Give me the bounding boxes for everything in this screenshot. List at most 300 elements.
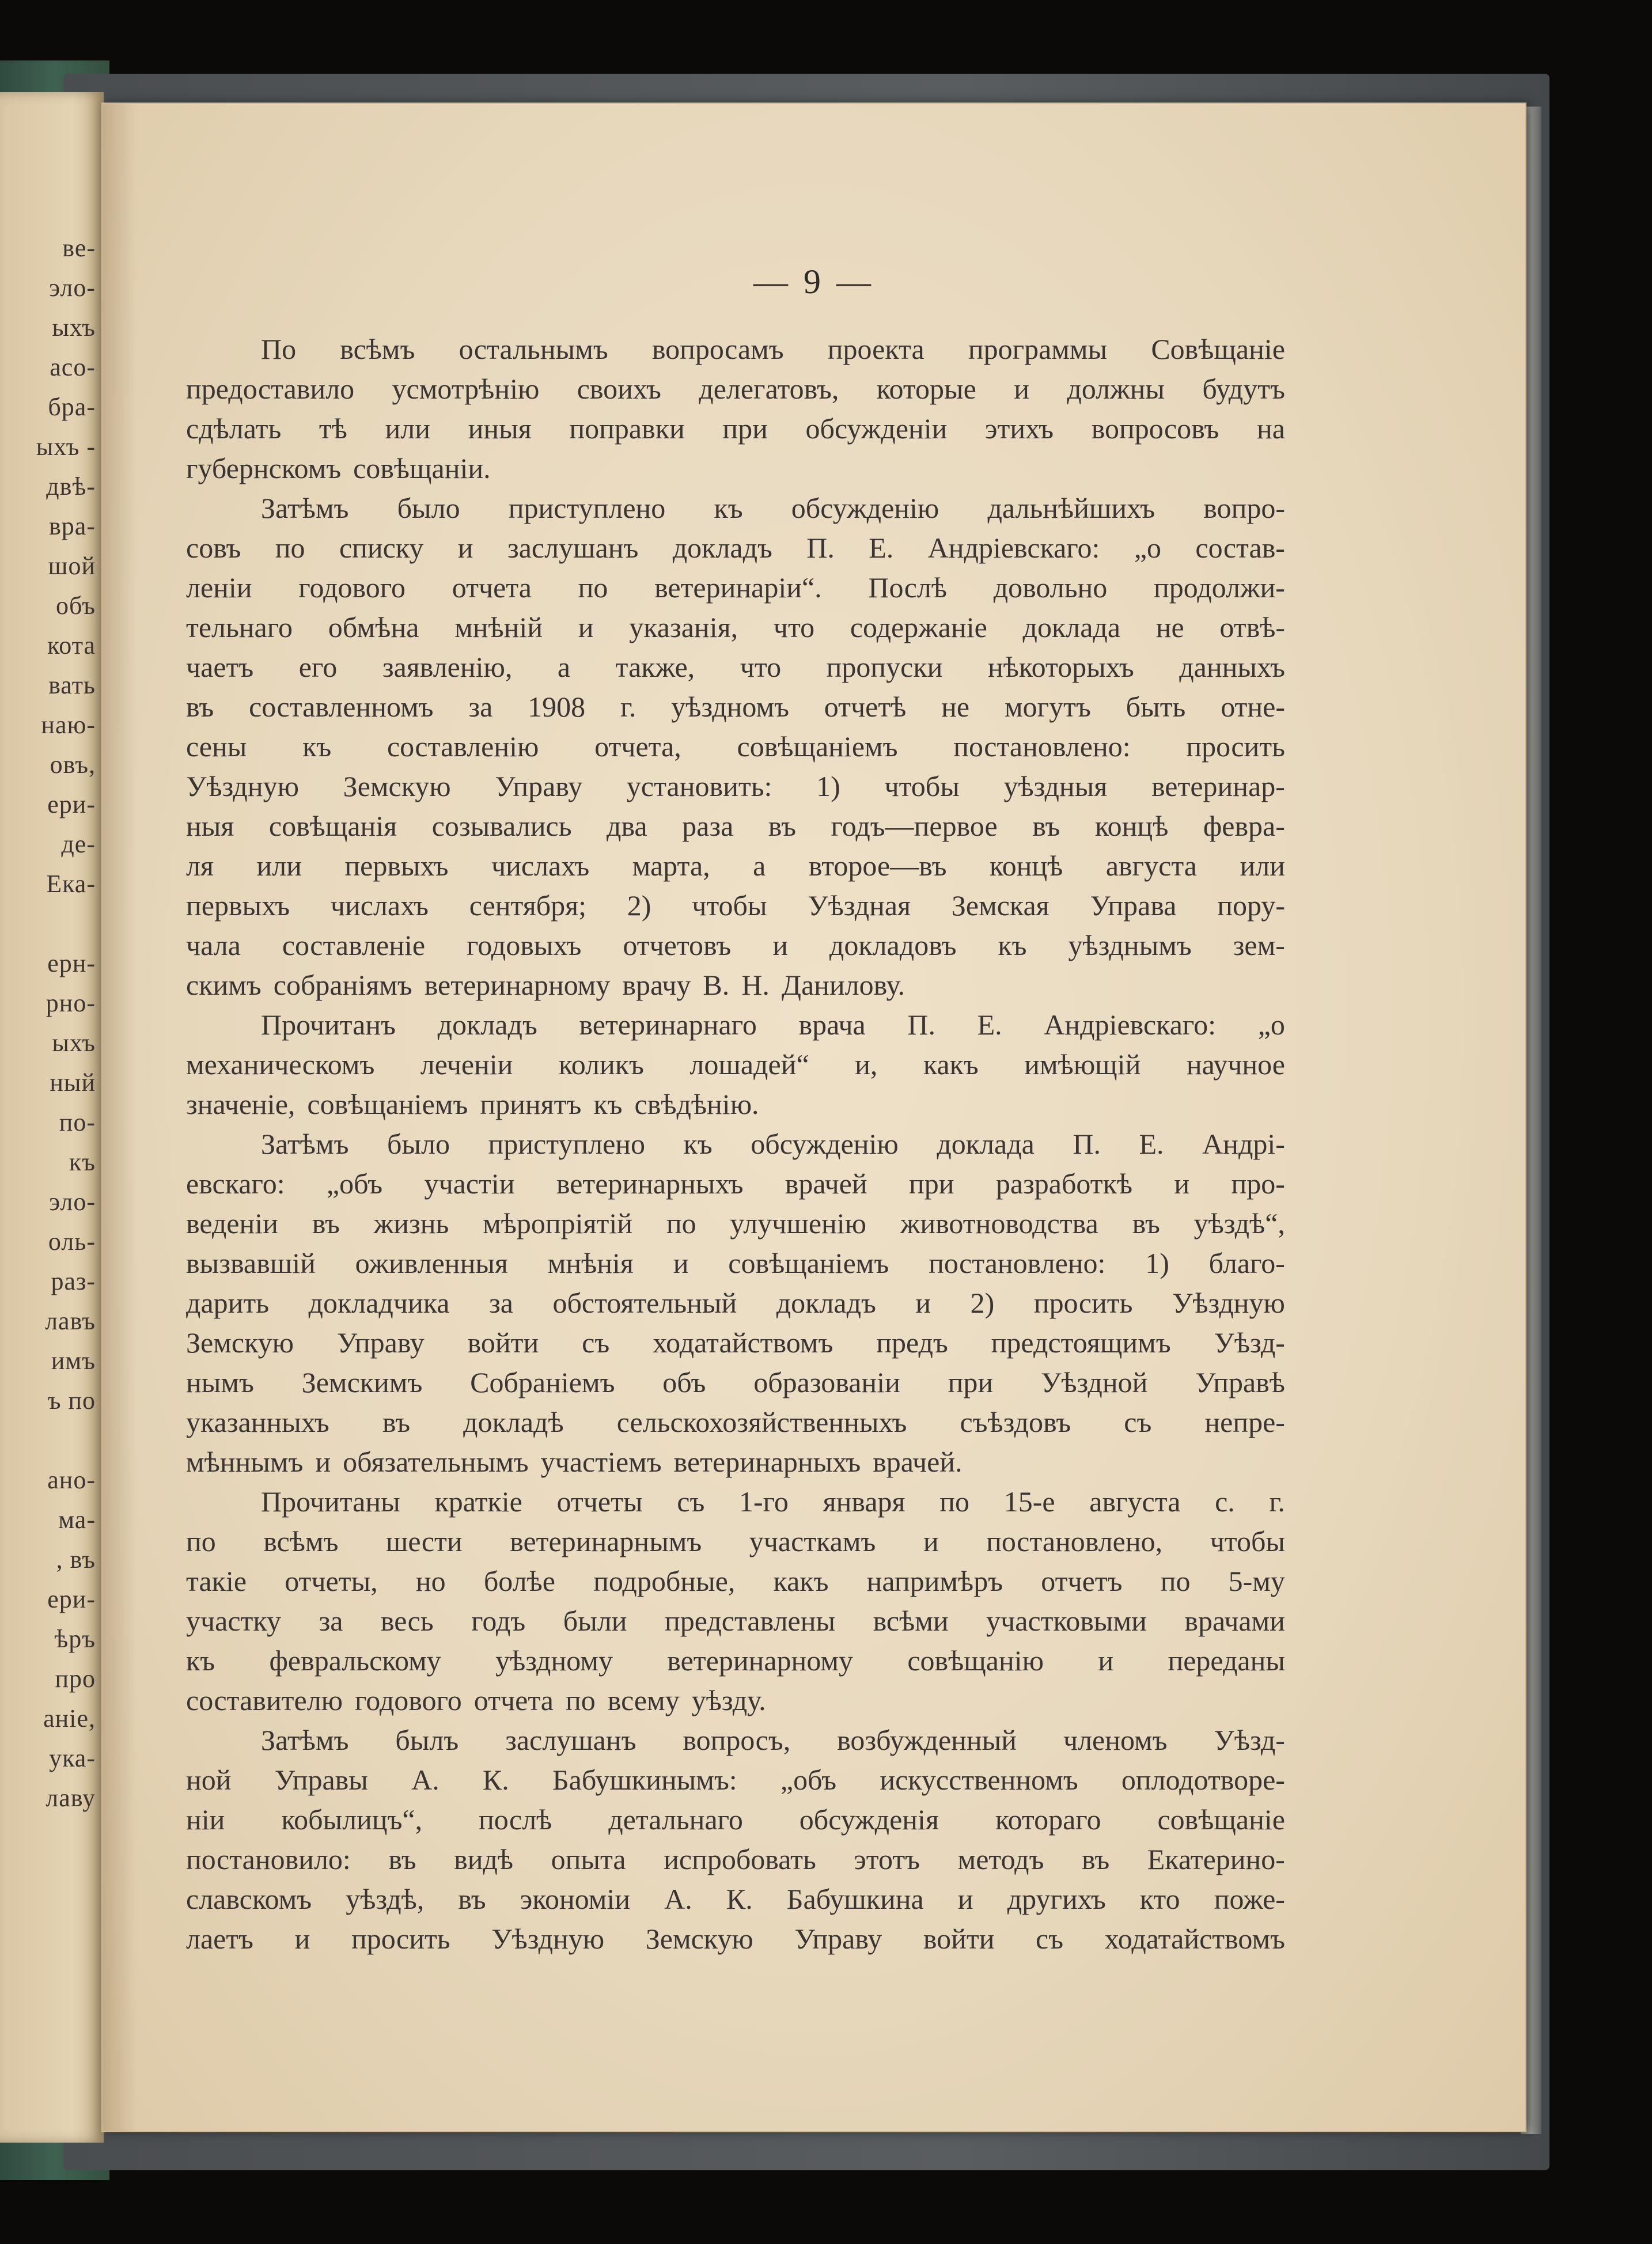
left-page-text-fragment: лаву bbox=[46, 1784, 96, 1812]
word: отне- bbox=[1221, 691, 1285, 723]
word: экономіи bbox=[520, 1883, 631, 1915]
word: ветеринарнымъ bbox=[510, 1525, 702, 1557]
word: данныхъ bbox=[1179, 651, 1285, 683]
word: составленію bbox=[387, 730, 539, 763]
word: 1908 bbox=[528, 691, 586, 723]
text-line bbox=[186, 965, 1285, 1005]
word: вопросамъ bbox=[651, 333, 784, 365]
word: мѣннымъ bbox=[186, 1446, 304, 1478]
text-line bbox=[186, 1561, 1285, 1601]
word: искусственномъ bbox=[880, 1764, 1078, 1796]
word: къ bbox=[998, 929, 1027, 961]
left-page-text-fragment: аніе, bbox=[43, 1704, 96, 1733]
text-line bbox=[186, 1402, 1285, 1442]
left-page-text-fragment: ыхъ - bbox=[36, 433, 96, 461]
word: чала bbox=[186, 929, 241, 961]
word: годовыхъ bbox=[466, 929, 582, 961]
word: докладъ bbox=[437, 1009, 537, 1041]
word: и bbox=[1098, 1644, 1114, 1677]
word: лаетъ bbox=[186, 1923, 254, 1955]
left-page-text-fragment: вра- bbox=[49, 512, 96, 540]
word: Собраніемъ bbox=[470, 1366, 615, 1398]
word: уѣздномъ bbox=[671, 691, 789, 723]
word: а bbox=[557, 651, 571, 683]
word: состав- bbox=[1195, 532, 1285, 564]
word: нѣкоторыхъ bbox=[987, 651, 1134, 683]
word: К. bbox=[482, 1764, 509, 1796]
word: программы bbox=[968, 333, 1108, 365]
word: войти bbox=[467, 1326, 539, 1359]
word: тельнаго bbox=[186, 611, 293, 643]
word: пору- bbox=[1217, 889, 1285, 922]
word: по bbox=[186, 1525, 216, 1557]
word: и bbox=[315, 1446, 331, 1478]
word: уѣзднымъ bbox=[1068, 929, 1192, 961]
word: что bbox=[740, 651, 782, 683]
word: къ bbox=[593, 1088, 623, 1120]
left-page-text-fragment: рно- bbox=[46, 989, 96, 1017]
word: какъ bbox=[923, 1048, 979, 1081]
word: февра- bbox=[1203, 810, 1285, 842]
word: по bbox=[939, 1485, 969, 1518]
word: совѣщанію bbox=[907, 1644, 1044, 1677]
left-page-text-fragment: ыхъ bbox=[52, 313, 96, 342]
text-line bbox=[186, 409, 1285, 449]
left-page-text-fragment: двѣ- bbox=[46, 472, 96, 501]
left-page-text-fragment: кота bbox=[47, 631, 96, 659]
text-line bbox=[186, 369, 1285, 409]
word: обстоятельный bbox=[552, 1287, 737, 1319]
word: славскомъ bbox=[186, 1883, 312, 1915]
word: сентября; bbox=[469, 889, 587, 922]
word: животноводства bbox=[900, 1207, 1098, 1239]
word: и bbox=[1014, 373, 1029, 405]
word: кто bbox=[1139, 1883, 1180, 1915]
left-page-text-fragment: ерн- bbox=[47, 949, 96, 977]
word: ходатайствомъ bbox=[653, 1326, 833, 1359]
word: доклада bbox=[937, 1128, 1035, 1160]
word: предъ bbox=[876, 1326, 948, 1359]
word: послѣ bbox=[479, 1803, 552, 1836]
left-page-text-fragment: ука- bbox=[49, 1744, 96, 1772]
word: подробные, bbox=[593, 1565, 736, 1597]
word: принятъ bbox=[480, 1088, 582, 1120]
word: уѣздѣ“, bbox=[1193, 1207, 1285, 1239]
word: не bbox=[941, 691, 970, 723]
word: веденіи bbox=[186, 1207, 278, 1239]
word: за bbox=[489, 1287, 513, 1319]
word: Е. bbox=[977, 1009, 1002, 1041]
word: 2) bbox=[970, 1287, 995, 1319]
word: чтобы bbox=[884, 770, 960, 802]
word: войти bbox=[923, 1923, 995, 1955]
left-page-text-fragment: наю- bbox=[41, 711, 96, 739]
word: мѣропріятій bbox=[483, 1207, 633, 1239]
word: вызвавшій bbox=[186, 1247, 316, 1279]
text-line bbox=[186, 1720, 1285, 1760]
text-line bbox=[186, 449, 1285, 488]
word: въ bbox=[1082, 1843, 1110, 1875]
word: оплодотворе- bbox=[1121, 1764, 1285, 1796]
text-line bbox=[186, 767, 1285, 806]
word: объ bbox=[662, 1366, 706, 1398]
text-line bbox=[186, 1045, 1285, 1085]
word: составителю bbox=[186, 1684, 343, 1716]
word: съ bbox=[677, 1485, 705, 1518]
left-page-text-fragment: раз- bbox=[51, 1267, 96, 1295]
word: врачу bbox=[622, 969, 691, 1001]
word: совѣщаніемъ bbox=[728, 1247, 889, 1279]
word: постановлено: bbox=[929, 1247, 1106, 1279]
left-page-text-fragment: ери- bbox=[47, 1585, 96, 1613]
word: членомъ bbox=[1063, 1724, 1168, 1756]
word: и bbox=[923, 1525, 939, 1557]
word: ветеринарному bbox=[667, 1644, 854, 1677]
word: отчеты, bbox=[285, 1565, 378, 1597]
word: П. bbox=[806, 532, 835, 564]
word: было bbox=[387, 1128, 450, 1160]
word: ныя bbox=[186, 810, 234, 842]
word: числахъ bbox=[330, 889, 429, 922]
word: образованіи bbox=[753, 1366, 900, 1398]
word: Земскую bbox=[343, 770, 451, 802]
text-line bbox=[186, 1681, 1285, 1720]
word: „объ bbox=[780, 1764, 837, 1796]
word: ветеринаріи“. bbox=[654, 571, 822, 604]
word: въ bbox=[388, 1843, 416, 1875]
word: совѣщаніе bbox=[1157, 1803, 1285, 1836]
word: Управу bbox=[336, 1326, 425, 1359]
word: своихъ bbox=[577, 373, 661, 405]
word: П. bbox=[1073, 1128, 1101, 1160]
word: переданы bbox=[1168, 1644, 1285, 1677]
word: П. bbox=[907, 1009, 935, 1041]
text-line bbox=[186, 568, 1285, 608]
left-page-text-fragment: объ bbox=[55, 592, 96, 620]
word: Бабушкина bbox=[786, 1883, 924, 1915]
word: Андрі- bbox=[1202, 1128, 1285, 1160]
word: ной bbox=[186, 1764, 232, 1796]
word: участковыми bbox=[986, 1605, 1147, 1637]
word: жизнь bbox=[373, 1207, 449, 1239]
word: и bbox=[772, 929, 788, 961]
text-line bbox=[186, 806, 1285, 846]
word: и bbox=[1174, 1168, 1190, 1200]
word: Земскую bbox=[186, 1326, 294, 1359]
text-line bbox=[186, 1919, 1285, 1959]
word: его bbox=[298, 651, 338, 683]
word: обсужденіи bbox=[805, 412, 948, 445]
word: какъ bbox=[773, 1565, 829, 1597]
word: 1) bbox=[1145, 1247, 1169, 1279]
word: за bbox=[468, 691, 493, 723]
word: леченіи bbox=[420, 1048, 513, 1081]
word: ніи bbox=[186, 1803, 225, 1836]
word: с. bbox=[1215, 1485, 1235, 1518]
word: отвѣ- bbox=[1219, 611, 1285, 643]
word: раза bbox=[682, 810, 734, 842]
word: Уѣздную bbox=[186, 770, 299, 802]
word: Совѣщаніе bbox=[1151, 333, 1285, 365]
word: по bbox=[578, 571, 608, 604]
word: совѣщаніемъ bbox=[307, 1088, 468, 1120]
text-line bbox=[186, 1800, 1285, 1840]
left-page-text-fragment: , въ bbox=[56, 1545, 96, 1574]
word: врачей bbox=[785, 1168, 867, 1200]
word: могутъ bbox=[1004, 691, 1091, 723]
text-line bbox=[186, 1601, 1285, 1641]
word: обсужденію bbox=[791, 492, 939, 524]
word: обсужденію bbox=[751, 1128, 899, 1160]
word: Послѣ bbox=[868, 571, 948, 604]
word: числахъ bbox=[491, 850, 590, 882]
word: докладовъ bbox=[829, 929, 957, 961]
left-page-text-fragment: по- bbox=[59, 1108, 96, 1136]
word: съ bbox=[1036, 1923, 1064, 1955]
word: А. bbox=[411, 1764, 439, 1796]
word: Управы bbox=[274, 1764, 368, 1796]
word: въ bbox=[382, 1406, 411, 1438]
word: Управу bbox=[794, 1923, 882, 1955]
word: уѣздѣ, bbox=[346, 1883, 425, 1915]
word: заявленію, bbox=[382, 651, 513, 683]
word: разработкѣ bbox=[995, 1168, 1133, 1200]
word: обмѣна bbox=[328, 611, 419, 643]
word: Андріевскаго: bbox=[927, 532, 1100, 564]
word: февральскому bbox=[269, 1644, 441, 1677]
word: Управу bbox=[495, 770, 583, 802]
word: Земская bbox=[951, 889, 1049, 922]
left-page-text-fragment: шой bbox=[48, 552, 96, 580]
word: обязательнымъ bbox=[343, 1446, 529, 1478]
word: августа bbox=[1105, 850, 1197, 882]
word: быть bbox=[1126, 691, 1186, 723]
page-number: — 9 — bbox=[753, 263, 874, 301]
word: и bbox=[957, 1883, 973, 1915]
text-line bbox=[186, 846, 1285, 886]
word: всѣмъ bbox=[340, 333, 415, 365]
word: отчета bbox=[473, 1684, 554, 1716]
word: 1) bbox=[816, 770, 840, 802]
word: годового bbox=[298, 571, 406, 604]
word: чаетъ bbox=[186, 651, 254, 683]
left-page-text-fragment: вать bbox=[48, 671, 96, 699]
word: Прочитаны bbox=[261, 1485, 400, 1518]
word: совѣщаніемъ bbox=[737, 730, 898, 763]
word: Бабушкинымъ: bbox=[552, 1764, 737, 1796]
word: про- bbox=[1231, 1168, 1285, 1200]
word: довольно bbox=[993, 571, 1108, 604]
word: и bbox=[915, 1287, 931, 1319]
text-line bbox=[186, 1363, 1285, 1402]
word: иныя bbox=[468, 412, 532, 445]
text-line bbox=[186, 1005, 1285, 1045]
word: участіи bbox=[424, 1168, 515, 1200]
word: составленіе bbox=[282, 929, 426, 961]
word: Затѣмъ bbox=[261, 1724, 349, 1756]
word: Андріевскаго: bbox=[1044, 1009, 1217, 1041]
word: ветеринарному bbox=[424, 969, 611, 1001]
word: предоставило bbox=[186, 373, 355, 405]
word: Прочитанъ bbox=[261, 1009, 396, 1041]
word: проекта bbox=[827, 333, 924, 365]
word: или bbox=[385, 412, 431, 445]
word: г. bbox=[620, 691, 636, 723]
word: доклада bbox=[1022, 611, 1121, 643]
word: постановлено, bbox=[986, 1525, 1163, 1557]
word: или bbox=[1240, 850, 1285, 882]
word: вопро- bbox=[1203, 492, 1285, 524]
text-line bbox=[186, 488, 1285, 528]
word: сены bbox=[186, 730, 247, 763]
left-page-text-fragment: эло- bbox=[49, 1188, 96, 1216]
word: Уѣзд- bbox=[1214, 1326, 1285, 1359]
text-line bbox=[186, 1442, 1285, 1482]
word: и bbox=[457, 532, 473, 564]
word: непре- bbox=[1204, 1406, 1285, 1438]
left-page-text-fragment: ный bbox=[50, 1068, 96, 1097]
word: къ bbox=[302, 730, 332, 763]
word: всѣми bbox=[873, 1605, 949, 1637]
word: дарить bbox=[186, 1287, 270, 1319]
word: концѣ bbox=[1094, 810, 1169, 842]
text-line bbox=[186, 1323, 1285, 1363]
text-line bbox=[186, 886, 1285, 926]
word: чтобы bbox=[1210, 1525, 1285, 1557]
text-line bbox=[186, 727, 1285, 767]
word: въ bbox=[768, 810, 797, 842]
word: мнѣнія bbox=[547, 1247, 634, 1279]
text-line bbox=[186, 1244, 1285, 1283]
word: уѣздныя bbox=[1003, 770, 1108, 802]
left-page-text-fragment: овъ, bbox=[50, 750, 96, 779]
word: обсужденія bbox=[799, 1803, 939, 1836]
word: по bbox=[666, 1207, 696, 1239]
left-page-text-fragment: ано- bbox=[47, 1466, 96, 1494]
word: скимъ bbox=[186, 969, 262, 1001]
word: годового bbox=[355, 1684, 462, 1716]
left-page-text-fragment: асо- bbox=[50, 353, 96, 381]
word: 15-е bbox=[1003, 1485, 1055, 1518]
word: и bbox=[578, 611, 594, 643]
word: къ bbox=[186, 1644, 215, 1677]
word: кобылицъ“, bbox=[281, 1803, 423, 1836]
word: делегатовъ, bbox=[699, 373, 839, 405]
word: къ bbox=[683, 1128, 713, 1160]
word: ветеринар- bbox=[1151, 770, 1285, 802]
word: отчеты bbox=[556, 1485, 643, 1518]
word: поправки bbox=[569, 412, 685, 445]
word: Е. bbox=[1139, 1128, 1164, 1160]
word: установить: bbox=[626, 770, 772, 802]
word: значеніе, bbox=[186, 1088, 295, 1120]
word: сдѣлать bbox=[186, 412, 282, 445]
word: указанныхъ bbox=[186, 1406, 329, 1438]
word: просить bbox=[351, 1923, 450, 1955]
word: при bbox=[908, 1168, 954, 1200]
word: Земскимъ bbox=[301, 1366, 423, 1398]
word: и bbox=[294, 1923, 310, 1955]
word: докладчика bbox=[308, 1287, 450, 1319]
left-page-text-fragment: лавъ bbox=[45, 1307, 96, 1335]
word: приступлено bbox=[508, 492, 666, 524]
text-line bbox=[186, 1641, 1285, 1681]
word: По bbox=[261, 333, 297, 365]
word: участкамъ bbox=[749, 1525, 876, 1557]
left-page-text-fragment: ѣръ bbox=[54, 1625, 96, 1653]
word: испробовать bbox=[664, 1843, 816, 1875]
word: Уѣзд- bbox=[1214, 1724, 1285, 1756]
word: котораго bbox=[995, 1803, 1101, 1836]
left-page-text-fragment: де- bbox=[61, 830, 96, 858]
word: этихъ bbox=[985, 412, 1054, 445]
word: концѣ bbox=[989, 850, 1063, 882]
text-line bbox=[186, 1840, 1285, 1879]
word: всему bbox=[607, 1684, 680, 1716]
text-line bbox=[186, 1283, 1285, 1323]
word: Е. bbox=[869, 532, 894, 564]
word: при bbox=[722, 412, 768, 445]
text-line bbox=[186, 1124, 1285, 1164]
word: мнѣній bbox=[454, 611, 543, 643]
word: отчета bbox=[452, 571, 532, 604]
word: 1-го bbox=[739, 1485, 789, 1518]
word: годъ bbox=[471, 1605, 526, 1637]
word: научное bbox=[1186, 1048, 1285, 1081]
word: дальнѣйшихъ bbox=[987, 492, 1155, 524]
word: Екатерино- bbox=[1147, 1843, 1285, 1875]
word: при bbox=[948, 1366, 994, 1398]
word: списку bbox=[339, 532, 424, 564]
word: августа bbox=[1089, 1485, 1181, 1518]
word: видѣ bbox=[454, 1843, 514, 1875]
word: на bbox=[1257, 412, 1285, 445]
word: врачами bbox=[1184, 1605, 1285, 1637]
word: содержаніе bbox=[850, 611, 987, 643]
left-page-text-fragment: ъ по bbox=[47, 1386, 96, 1415]
word: докладѣ bbox=[463, 1406, 564, 1438]
text-line bbox=[186, 608, 1285, 647]
word: отчетѣ bbox=[824, 691, 907, 723]
word: докладъ bbox=[672, 532, 772, 564]
word: Н. bbox=[741, 969, 770, 1001]
word: уѣздному bbox=[495, 1644, 613, 1677]
text-line bbox=[186, 528, 1285, 568]
word: и, bbox=[855, 1048, 878, 1081]
word: губернскомъ bbox=[186, 452, 342, 484]
text-line bbox=[186, 647, 1285, 687]
word: коликъ bbox=[558, 1048, 644, 1081]
word: механическомъ bbox=[186, 1048, 375, 1081]
left-page-text-fragment: къ bbox=[69, 1148, 96, 1176]
word: указанія, bbox=[629, 611, 738, 643]
word: предстоящимъ bbox=[991, 1326, 1171, 1359]
word: а bbox=[753, 850, 766, 882]
word: въ bbox=[312, 1207, 340, 1239]
word: докладъ bbox=[776, 1287, 876, 1319]
word: зем- bbox=[1233, 929, 1285, 961]
word: уѣзду. bbox=[691, 1684, 766, 1716]
word: съѣздовъ bbox=[960, 1406, 1071, 1438]
word: два bbox=[607, 810, 647, 842]
word: методъ bbox=[957, 1843, 1044, 1875]
word: вопросовъ bbox=[1091, 412, 1219, 445]
word: Уѣздную bbox=[1172, 1287, 1285, 1319]
word: напримѣръ bbox=[866, 1565, 1003, 1597]
word: ветеринарныхъ bbox=[556, 1168, 744, 1200]
word: этотъ bbox=[854, 1843, 920, 1875]
word: въ bbox=[458, 1883, 486, 1915]
